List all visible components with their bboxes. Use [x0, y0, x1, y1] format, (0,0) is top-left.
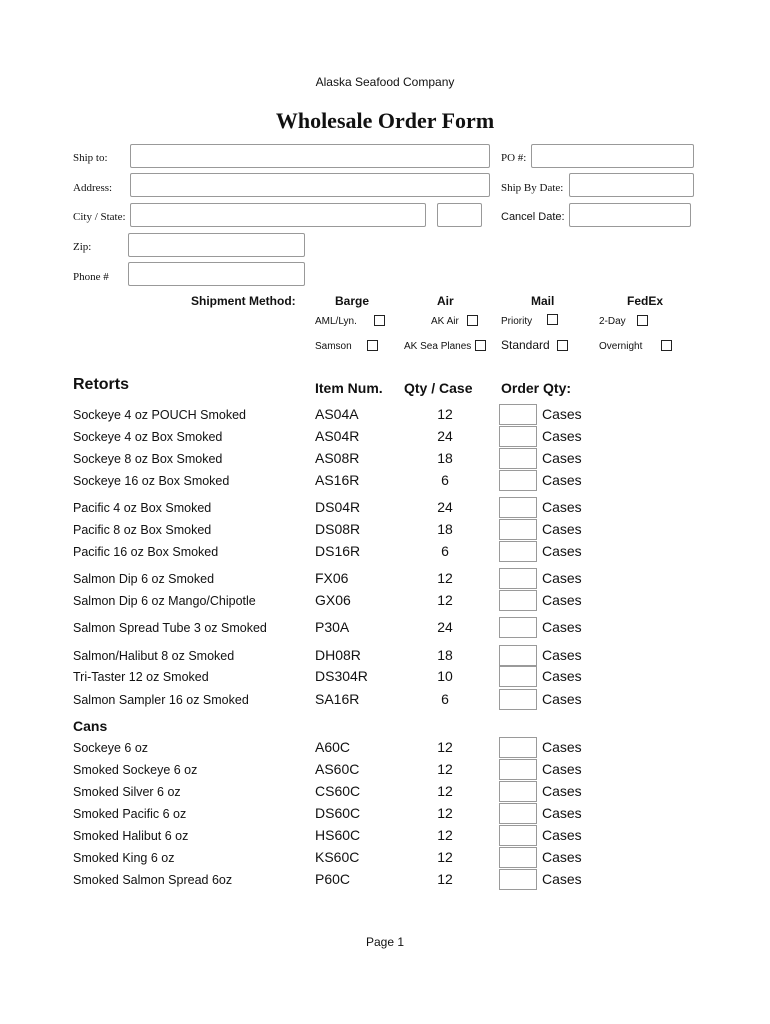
- page-number: Page 1: [365, 935, 405, 949]
- cases-unit-label: Cases: [542, 783, 582, 799]
- product-name: Sockeye 6 oz: [73, 741, 149, 755]
- cases-unit-label: Cases: [542, 543, 582, 559]
- option-overnight-checkbox[interactable]: [661, 340, 672, 351]
- order-qty-input[interactable]: [499, 519, 537, 540]
- item-number: DH08R: [315, 647, 361, 663]
- order-qty-input[interactable]: [499, 689, 537, 710]
- option-overnight-label: Overnight: [599, 341, 643, 352]
- item-number: AS04R: [315, 428, 360, 444]
- product-name: Pacific 16 oz Box Smoked: [73, 545, 219, 559]
- cases-unit-label: Cases: [542, 406, 582, 422]
- city-field[interactable]: [130, 203, 426, 227]
- order-qty-input[interactable]: [499, 470, 537, 491]
- product-name: Salmon Sampler 16 oz Smoked: [73, 693, 249, 707]
- option-ak-sea-planes-checkbox[interactable]: [475, 340, 486, 351]
- cancel-date-label: Cancel Date:: [501, 211, 565, 223]
- item-number: DS60C: [315, 805, 361, 821]
- order-qty-input[interactable]: [499, 541, 537, 562]
- item-number: AS16R: [315, 472, 360, 488]
- order-qty-input[interactable]: [499, 869, 537, 890]
- qty-per-case: 24: [437, 499, 453, 515]
- cases-unit-label: Cases: [542, 805, 582, 821]
- ship-to-field[interactable]: [130, 144, 490, 168]
- qty-per-case: 12: [437, 783, 453, 799]
- item-number: GX06: [315, 592, 351, 608]
- phone-field[interactable]: [128, 262, 305, 286]
- qty-per-case: 12: [437, 739, 453, 755]
- qty-per-case: 18: [437, 450, 453, 466]
- product-name: Pacific 8 oz Box Smoked: [73, 523, 212, 537]
- qty-per-case: 12: [437, 592, 453, 608]
- qty-per-case: 6: [441, 691, 449, 707]
- cans-section-title: Cans: [73, 718, 108, 734]
- item-number: CS60C: [315, 783, 361, 799]
- qty-per-case: 12: [437, 827, 453, 843]
- zip-field[interactable]: [128, 233, 305, 257]
- order-qty-input[interactable]: [499, 825, 537, 846]
- qty-per-case: 12: [437, 849, 453, 865]
- product-name: Pacific 4 oz Box Smoked: [73, 501, 212, 515]
- qty-per-case: 12: [437, 570, 453, 586]
- option-priority-label: Priority: [501, 316, 533, 327]
- item-number: P60C: [315, 871, 351, 887]
- state-field[interactable]: [437, 203, 482, 227]
- ship-by-label: Ship By Date:: [501, 182, 564, 194]
- option-standard-checkbox[interactable]: [557, 340, 568, 351]
- cases-unit-label: Cases: [542, 849, 582, 865]
- phone-label: Phone #: [73, 271, 109, 283]
- order-qty-input[interactable]: [499, 448, 537, 469]
- ship-by-field[interactable]: [569, 173, 694, 197]
- product-name: Smoked Salmon Spread 6oz: [73, 873, 233, 887]
- item-number: AS60C: [315, 761, 360, 777]
- order-qty-input[interactable]: [499, 781, 537, 802]
- qty-per-case: 12: [437, 761, 453, 777]
- order-qty-input[interactable]: [499, 666, 537, 687]
- qty-per-case: 10: [437, 668, 453, 684]
- cases-unit-label: Cases: [542, 761, 582, 777]
- page-title: Wholesale Order Form: [275, 108, 495, 133]
- order-qty-input[interactable]: [499, 404, 537, 425]
- address-label: Address:: [73, 182, 113, 194]
- item-number: HS60C: [315, 827, 361, 843]
- item-number: KS60C: [315, 849, 360, 865]
- option-2day-checkbox[interactable]: [637, 315, 648, 326]
- option-priority-checkbox[interactable]: [547, 314, 558, 325]
- option-standard-label: Standard: [501, 338, 550, 352]
- qty-per-case: 18: [437, 647, 453, 663]
- cancel-date-field[interactable]: [569, 203, 691, 227]
- order-qty-input[interactable]: [499, 803, 537, 824]
- qty-per-case: 18: [437, 521, 453, 537]
- product-name: Smoked Silver 6 oz: [73, 785, 181, 799]
- item-number: DS08R: [315, 521, 361, 537]
- order-qty-input[interactable]: [499, 759, 537, 780]
- option-samson-label: Samson: [315, 341, 352, 352]
- product-name: Sockeye 16 oz Box Smoked: [73, 474, 230, 488]
- item-number: SA16R: [315, 691, 360, 707]
- qty-per-case: 6: [441, 472, 449, 488]
- product-name: Smoked King 6 oz: [73, 851, 175, 865]
- product-name: Salmon/Halibut 8 oz Smoked: [73, 649, 235, 663]
- qty-per-case: 24: [437, 619, 453, 635]
- order-qty-input[interactable]: [499, 590, 537, 611]
- po-field[interactable]: [531, 144, 694, 168]
- zip-label: Zip:: [73, 241, 92, 253]
- product-name: Smoked Halibut 6 oz: [73, 829, 189, 843]
- product-name: Smoked Sockeye 6 oz: [73, 763, 198, 777]
- po-label: PO #:: [501, 152, 527, 164]
- order-qty-header: Order Qty:: [501, 380, 572, 396]
- order-qty-input[interactable]: [499, 426, 537, 447]
- product-name: Salmon Dip 6 oz Smoked: [73, 572, 215, 586]
- product-name: Salmon Spread Tube 3 oz Smoked: [73, 621, 267, 635]
- cases-unit-label: Cases: [542, 428, 582, 444]
- shipment-method-label: Shipment Method:: [191, 294, 296, 308]
- qty-per-case: 24: [437, 428, 453, 444]
- cases-unit-label: Cases: [542, 499, 582, 515]
- order-qty-input[interactable]: [499, 847, 537, 868]
- product-name: Sockeye 4 oz POUCH Smoked: [73, 408, 246, 422]
- option-samson-checkbox[interactable]: [367, 340, 378, 351]
- cases-unit-label: Cases: [542, 570, 582, 586]
- option-aml-lyn-label: AML/Lyn.: [315, 316, 357, 327]
- ship-to-label: Ship to:: [73, 152, 108, 164]
- item-number: FX06: [315, 570, 349, 586]
- option-ak-air-checkbox[interactable]: [467, 315, 478, 326]
- option-2day-label: 2-Day: [599, 316, 626, 327]
- product-name: Salmon Dip 6 oz Mango/Chipotle: [73, 594, 256, 608]
- item-number: DS304R: [315, 668, 368, 684]
- item-number: A60C: [315, 739, 351, 755]
- cases-unit-label: Cases: [542, 739, 582, 755]
- qty-per-case: 6: [441, 543, 449, 559]
- item-number: AS04A: [315, 406, 359, 422]
- cases-unit-label: Cases: [542, 827, 582, 843]
- barge-header: Barge: [335, 294, 370, 308]
- order-qty-input[interactable]: [499, 645, 537, 666]
- cases-unit-label: Cases: [542, 592, 582, 608]
- item-number: AS08R: [315, 450, 360, 466]
- cases-unit-label: Cases: [542, 668, 582, 684]
- product-name: Smoked Pacific 6 oz: [73, 807, 187, 821]
- cases-unit-label: Cases: [542, 521, 582, 537]
- cases-unit-label: Cases: [542, 450, 582, 466]
- option-ak-air-label: AK Air: [431, 316, 459, 327]
- order-qty-input[interactable]: [499, 737, 537, 758]
- qty-per-case: 12: [437, 805, 453, 821]
- cases-unit-label: Cases: [542, 647, 582, 663]
- product-name: Sockeye 8 oz Box Smoked: [73, 452, 223, 466]
- order-qty-input[interactable]: [499, 617, 537, 638]
- company-name: Alaska Seafood Company: [315, 75, 455, 89]
- cases-unit-label: Cases: [542, 619, 582, 635]
- product-name: Sockeye 4 oz Box Smoked: [73, 430, 223, 444]
- mail-header: Mail: [531, 294, 555, 308]
- item-num-header: Item Num.: [315, 380, 383, 396]
- city-state-label: City / State:: [73, 211, 126, 223]
- order-qty-input[interactable]: [499, 568, 537, 589]
- cases-unit-label: Cases: [542, 472, 582, 488]
- option-aml-lyn-checkbox[interactable]: [374, 315, 385, 326]
- option-ak-sea-planes-label: AK Sea Planes: [404, 341, 472, 352]
- qty-per-case: 12: [437, 871, 453, 887]
- item-number: P30A: [315, 619, 350, 635]
- fedex-header: FedEx: [627, 294, 664, 308]
- cases-unit-label: Cases: [542, 871, 582, 887]
- item-number: DS16R: [315, 543, 361, 559]
- retorts-section-title: Retorts: [73, 376, 130, 393]
- product-name: Tri-Taster 12 oz Smoked: [73, 670, 209, 684]
- order-qty-input[interactable]: [499, 497, 537, 518]
- address-field[interactable]: [130, 173, 490, 197]
- qty-per-case: 12: [437, 406, 453, 422]
- qty-case-header: Qty / Case: [404, 380, 473, 396]
- cases-unit-label: Cases: [542, 691, 582, 707]
- air-header: Air: [437, 294, 454, 308]
- item-number: DS04R: [315, 499, 361, 515]
